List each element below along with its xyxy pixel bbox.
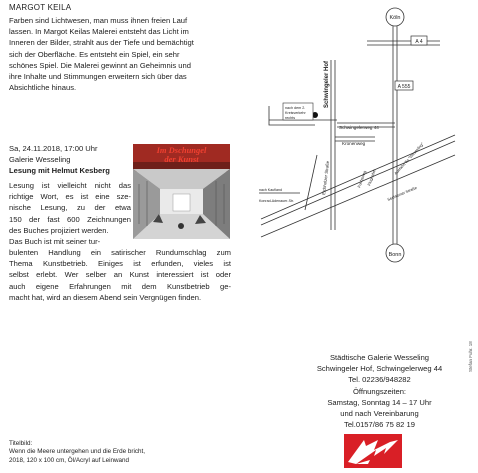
map-label-konrad: Konrad-Adenauer-Str. [259,199,294,203]
body-line: Thema Kunstbetrieb. Einiges ist erfunden, vieles ist [9,259,231,269]
map-label-kronenweg: Kronenweg [342,141,366,146]
body-line: Lesung ist vielleicht nicht das [9,181,131,190]
cover-line: der Kunst [164,154,199,164]
intro-line: Farben sind Lichtwesen, man muss ihnen freien Lauf [9,16,188,25]
map-label-schwingeler-hof: Schwingeler Hof [324,60,330,108]
body-line: nische Lesung, zu der etwa [9,203,131,213]
event-place: Galerie Wesseling [9,155,71,164]
body-line: bulenten Handlung ein satirischer Rundumschlag zum [9,248,231,257]
artist-heading: MARGOT KEILA [9,3,72,12]
cover-caption [9,440,145,465]
body-line: auch eigene Erfahrungen mit dem Kunstbetrieb ge- [9,281,231,291]
map-label-kreisverkehr: nach dem 2. [285,106,306,110]
body-line: Das Buch ist mit seiner tur- [9,237,101,246]
body-line: 150 der fast 600 Zeichnungen [9,214,131,224]
gallery-phone: Tel. 02236/948282 [348,375,411,385]
map-label-schwingelerweg: Schwingelerweg 44 [339,125,379,130]
directions-map [245,5,470,270]
book-cover-image [133,144,230,239]
map-label-sechtemer: Sechtemer Straße [386,184,418,202]
gallery-logo [344,434,402,468]
map-label-burbacher: Ausfahrt 5a "Wesseling" [393,141,425,176]
map-label-fuchsweg: Fuchsweg [356,169,368,189]
map-label-kreisverkehr: rechts [285,116,296,120]
intro-line: lassen. In Margot Keilas Malerei entsteht das Licht im [9,27,189,37]
map-label-flughafen: Flughafen [366,168,377,187]
body-line: richtige Wort, es ist eine sze- [9,192,131,202]
map-label-kreisverkehr: Kreisverkehr [285,111,306,115]
event-body-long [9,247,231,303]
hours-line: und nach Vereinbarung [340,409,419,419]
intro-line: ihre Inhalte und Stimmungen erweitern sich über das [9,72,187,82]
caption-label: Titelbild: [9,440,33,447]
intro-line: Inneren der Bilder, strahlt aus der Tiefe und bemächtigt [9,38,194,48]
event-title: Lesung mit Helmut Kesberg [9,166,110,175]
map-label-a555: A 555 [397,84,411,90]
intro-line: sich der Oberfläche. Es entsteht ein Spiel, ein sehr [9,49,180,59]
gallery-phone-2: Tel.0157/86 75 82 19 [344,420,415,430]
cover-line: Im Dschungel [156,145,207,155]
event-body-short [9,180,131,236]
caption-line: 2018, 120 x 100 cm, Öl/Acryl auf Leinwand [9,456,130,464]
hours-label: Öffnungszeiten: [352,386,407,396]
map-label-eichholzer: Eichholzer Straße [321,160,331,196]
contact-block [292,352,467,430]
intro-line: schönes Spiel. Die Malerei gewinnt an Geheimnis und [9,60,191,70]
map-label-a4: A 4 [415,39,423,45]
hours-line: Samstag, Sonntag 14 – 17 Uhr [327,397,432,407]
gallery-name: Städtische Galerie Wesseling [329,353,430,362]
gallery-address: Schwingeler Hof, Schwingelerweg 44 [316,364,443,374]
intro-text [9,15,239,93]
map-label-bonn: Bonn [388,252,402,258]
side-credit: Stefan Fuhr. 18 [468,341,473,372]
map-label-koeln: Köln [389,15,401,21]
book-cover-title [133,146,230,164]
map-label-nach-kaufland: nach Kaufland [259,188,282,192]
caption-line: Wenn die Meere untergehen und die Erde bricht, [9,448,146,456]
body-line: macht hat, wird an diesem Abend sein Vergnügen finden. [9,292,202,302]
body-line: des Buches projiziert werden. [9,225,109,235]
event-date: Sa, 24.11.2018, 17:00 Uhr [9,144,98,153]
body-line: selbst erlebt. Wer selber an Kunst interessiert ist oder [9,270,231,280]
intro-line: Absichtliche hinaus. [9,83,77,93]
